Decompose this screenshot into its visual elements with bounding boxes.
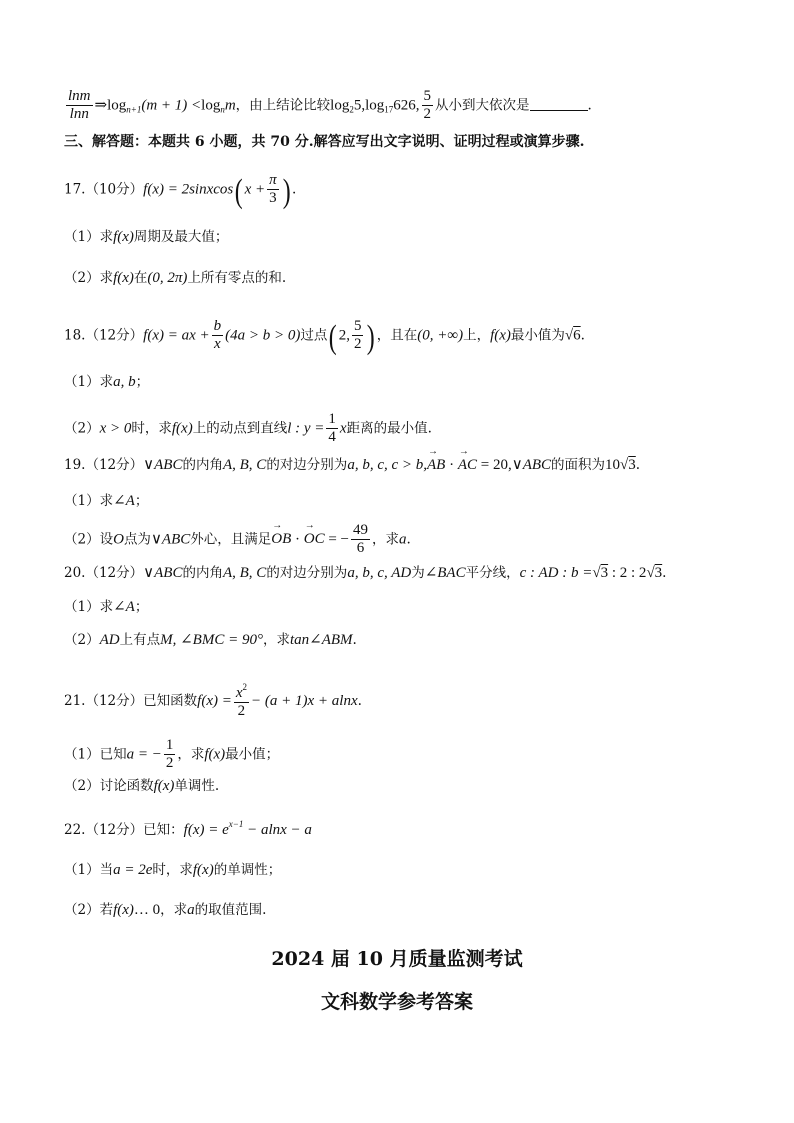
vector-ac: → AC (458, 458, 477, 473)
q18-label: 18.（12分） (64, 327, 144, 344)
ln-fraction (66, 88, 93, 124)
frac-numerator: lnm (66, 88, 93, 106)
ratio-mid: : 2 : 2 (608, 565, 647, 581)
triangle: ∨ABC (150, 531, 191, 548)
q19-label: 19.（12分） (64, 457, 144, 473)
q22-function: f(x) = e (183, 822, 229, 838)
part-end: ； (134, 599, 149, 615)
q18-part2 (64, 411, 432, 447)
q19-text: 的面积为 (551, 457, 606, 473)
period: . (635, 457, 641, 473)
triangle: ∨ABC (143, 457, 183, 473)
part-text: 时，求 (152, 862, 193, 878)
period: . (291, 181, 297, 198)
function-fx: f(x) (171, 420, 193, 437)
part-label: （1）求 (64, 374, 114, 390)
frac-numerator: x (235, 685, 243, 701)
paren-left: ( (234, 173, 243, 211)
log-sub-2: n (220, 104, 225, 115)
a-value: a = 2e (113, 862, 153, 878)
q19-part2 (64, 522, 411, 558)
q20-text: 平分线， (465, 565, 520, 581)
q20-stem (64, 566, 666, 581)
frac-numerator: 1 (326, 411, 338, 429)
frac-denominator: 2 (353, 336, 362, 353)
q18-condition: (4a > b > 0) (225, 327, 301, 344)
part-text: ，求 (262, 632, 290, 648)
part-text: 在 (133, 270, 148, 286)
q22-part2 (64, 903, 266, 918)
part-text: 周期及最大值； (133, 229, 229, 245)
period: . (580, 327, 585, 344)
val-log-b-sub: 17 (384, 104, 394, 115)
answer-title: 文科数学参考答案 (320, 991, 473, 1013)
q17-function: f(x) = 2sinxcos (143, 181, 234, 198)
q18-text: 上， (463, 327, 491, 344)
part-text: 上的动点到直线 (192, 420, 288, 437)
part-label: （1）求 (64, 599, 114, 615)
q22-rest: − alnx − a (243, 822, 312, 838)
period: . (352, 632, 357, 648)
five-halves (352, 318, 364, 354)
var-a: a (187, 902, 195, 918)
q18-text: 过点 (300, 327, 328, 344)
q21-function: f(x) = (197, 692, 232, 709)
part-label: （1）已知 (64, 746, 127, 763)
part-text: 上有点 (119, 632, 161, 648)
angles: A, B, C (222, 457, 267, 473)
log-arg-2: m (224, 97, 236, 114)
part-text: ，求 (177, 746, 205, 763)
part-label: （2）设 (64, 531, 114, 548)
part-label: （1）求 (64, 493, 114, 509)
val-log-a: log (330, 97, 350, 114)
function-fx: f(x) (113, 902, 134, 918)
function-fx: f(x) (192, 862, 214, 878)
period: . (662, 565, 667, 581)
exponent: x−1 (228, 819, 244, 829)
sides: a, b, c, AD (347, 565, 412, 581)
paren-right: ) (367, 319, 376, 357)
top-continuation-line (64, 88, 592, 124)
order-text: 从小到大依次是 (435, 97, 530, 114)
frac-denominator: 4 (328, 429, 336, 446)
q18-text: ，且在 (376, 327, 418, 344)
angle-bac: ∠BAC (424, 565, 466, 581)
a-value: a = − (126, 746, 162, 763)
function-fx: f(x) (490, 327, 511, 344)
sqrt-value: 3 (654, 565, 663, 581)
equals: = 20, (477, 457, 512, 473)
paren-right: ) (282, 173, 291, 211)
q20-part1 (64, 600, 148, 615)
part-text: ，求 (160, 902, 188, 918)
point-m: M (160, 632, 173, 648)
triangle: ∨ABC (143, 565, 183, 581)
log-arg-1: (m + 1) < (141, 97, 202, 114)
frac-numerator: 1 (164, 737, 176, 755)
dot: · (291, 531, 304, 548)
vector-ab: → AB (427, 458, 445, 473)
condition: , ∠BMC = 90° (172, 632, 263, 648)
q20-text: 的内角 (182, 565, 223, 581)
q20-text: 的对边分别为 (266, 565, 348, 581)
part-text: 的单调性； (213, 862, 282, 878)
part-end: ； (134, 493, 149, 509)
q19-part1 (64, 494, 148, 509)
dot: · (445, 457, 458, 473)
part-text: 的取值范围. (194, 902, 267, 918)
q21-rest: − (a + 1)x + alnx (251, 692, 358, 709)
val-log-a-arg: 5,log (353, 97, 385, 114)
period: . (587, 97, 592, 114)
q18-stem (64, 318, 585, 355)
line-eq: l : y = (287, 420, 325, 437)
period: . (406, 531, 411, 548)
b-over-x (212, 318, 224, 354)
part-label: （2）讨论函数 (64, 778, 154, 794)
val-log-b-arg: 626, (393, 97, 420, 114)
q17-label: 17.（10分） (64, 181, 144, 198)
part-label: （2）求 (64, 270, 114, 286)
sqrt-sign: √ (564, 327, 574, 344)
frac-denominator: 6 (356, 540, 365, 557)
q22-stem (64, 820, 312, 838)
function-fx: f(x) (204, 746, 226, 763)
q22-part1 (64, 863, 281, 878)
angle: ∠A (113, 493, 135, 509)
pi-third (267, 172, 279, 208)
q21-stem (64, 682, 362, 721)
q19-text: 的对边分别为 (266, 457, 348, 473)
var-a: a (399, 531, 407, 548)
sqrt-sign: √ (646, 565, 655, 581)
answer-blank[interactable] (530, 98, 588, 111)
frac-numerator: 49 (351, 522, 370, 540)
interval: (0, 2π) (147, 270, 188, 286)
angle: ∠A (113, 599, 135, 615)
part-text: 单调性. (174, 778, 220, 794)
q19-text: 的内角 (182, 457, 223, 473)
section-heading: 三、解答题：本题共 6 小题，共 70 分.解答应写出文字说明、证明过程或演算步骤. (64, 134, 585, 150)
triangle: ∨ABC (511, 457, 552, 473)
part-text: 外心，且满足 (190, 531, 272, 548)
frac-numerator: 5 (352, 318, 364, 336)
q20-part2 (64, 633, 357, 648)
frac-denominator: 2 (165, 755, 174, 772)
function-fx: f(x) (113, 229, 134, 245)
neg-49-6 (351, 522, 370, 558)
q17-stem (64, 172, 296, 209)
ratio: c : AD : b = (519, 565, 593, 581)
interval: (0, +∞) (417, 327, 464, 344)
q20-label: 20.（12分） (64, 565, 144, 581)
sqrt-sign: √ (592, 565, 601, 581)
ge-zero: … 0 (133, 902, 161, 918)
paren-left: ( (329, 319, 337, 357)
q18-text: 最小值为 (510, 327, 565, 344)
part-label: （2）若 (64, 902, 114, 918)
frac-denominator: 2 (237, 703, 246, 720)
sqrt-value: 6 (573, 327, 581, 344)
compare-text: ，由上结论比较 (235, 97, 331, 114)
q22-label: 22.（12分）已知： (64, 822, 184, 838)
part-text: 最小值； (225, 746, 280, 763)
function-fx: f(x) (153, 778, 175, 794)
sqrt-value: 3 (600, 565, 609, 581)
frac-numerator: 5 (422, 88, 434, 106)
q18-part1 (64, 375, 149, 390)
frac-denominator: 3 (269, 190, 277, 207)
x2-over-2 (234, 682, 249, 721)
part-text: 点为 (123, 531, 151, 548)
part-text: 上所有零点的和. (187, 270, 287, 286)
part-label: （2） (64, 420, 100, 437)
condition: x > 0 (99, 420, 132, 437)
frac-numerator: b (212, 318, 224, 336)
implies-symbol: ⇒ (94, 97, 108, 114)
vector-oc: → OC (304, 532, 325, 547)
q17-part2 (64, 271, 286, 286)
val-log-a-sub: 2 (349, 104, 354, 115)
var-x: x (339, 420, 347, 437)
frac-denominator: lnn (69, 106, 89, 123)
vector-ob: → OB (271, 532, 291, 547)
five-halves (422, 88, 434, 124)
q21-label: 21.（12分）已知函数 (64, 692, 198, 709)
angles: A, B, C (222, 565, 267, 581)
period: . (357, 692, 362, 709)
tan-expr: tan∠ABM (289, 632, 353, 648)
frac-numerator: π (267, 172, 279, 190)
log-sub-1: n+1 (126, 104, 142, 115)
frac-denominator: x (214, 336, 221, 353)
log-2: log (201, 97, 221, 114)
point-o: O (113, 531, 124, 548)
sqrt-value: 3 (628, 457, 636, 473)
part-end: ； (135, 374, 150, 390)
q19-stem (64, 458, 640, 473)
q20-text: 为 (411, 565, 425, 581)
frac-denominator: 2 (423, 106, 432, 123)
q21-part1 (64, 737, 279, 773)
sides: a, b, c, c > b, (347, 457, 427, 473)
vars: a, b (113, 374, 136, 390)
part-text: ，求 (372, 531, 400, 548)
one-half (164, 737, 176, 773)
q17-part1 (64, 230, 228, 245)
area: 10 (605, 457, 621, 473)
segment-ad: AD (99, 632, 120, 648)
sqrt-sign: √ (620, 457, 629, 473)
superscript: 2 (242, 682, 248, 692)
exam-title: 2024 届 10 月质量监测考试 (271, 948, 523, 970)
q21-part2 (64, 779, 219, 794)
q18-function: f(x) = ax + (143, 327, 210, 344)
q17-arg: x + (244, 181, 266, 198)
log-1: log (107, 97, 127, 114)
part-label: （1）求 (64, 229, 114, 245)
part-label: （1）当 (64, 862, 114, 878)
part-label: （2） (64, 632, 100, 648)
function-fx: f(x) (113, 270, 134, 286)
point-x: 2, (338, 327, 350, 344)
equals: = − (324, 531, 350, 548)
part-text: 时，求 (131, 420, 172, 437)
part-text: 距离的最小值. (346, 420, 432, 437)
one-quarter (326, 411, 338, 447)
